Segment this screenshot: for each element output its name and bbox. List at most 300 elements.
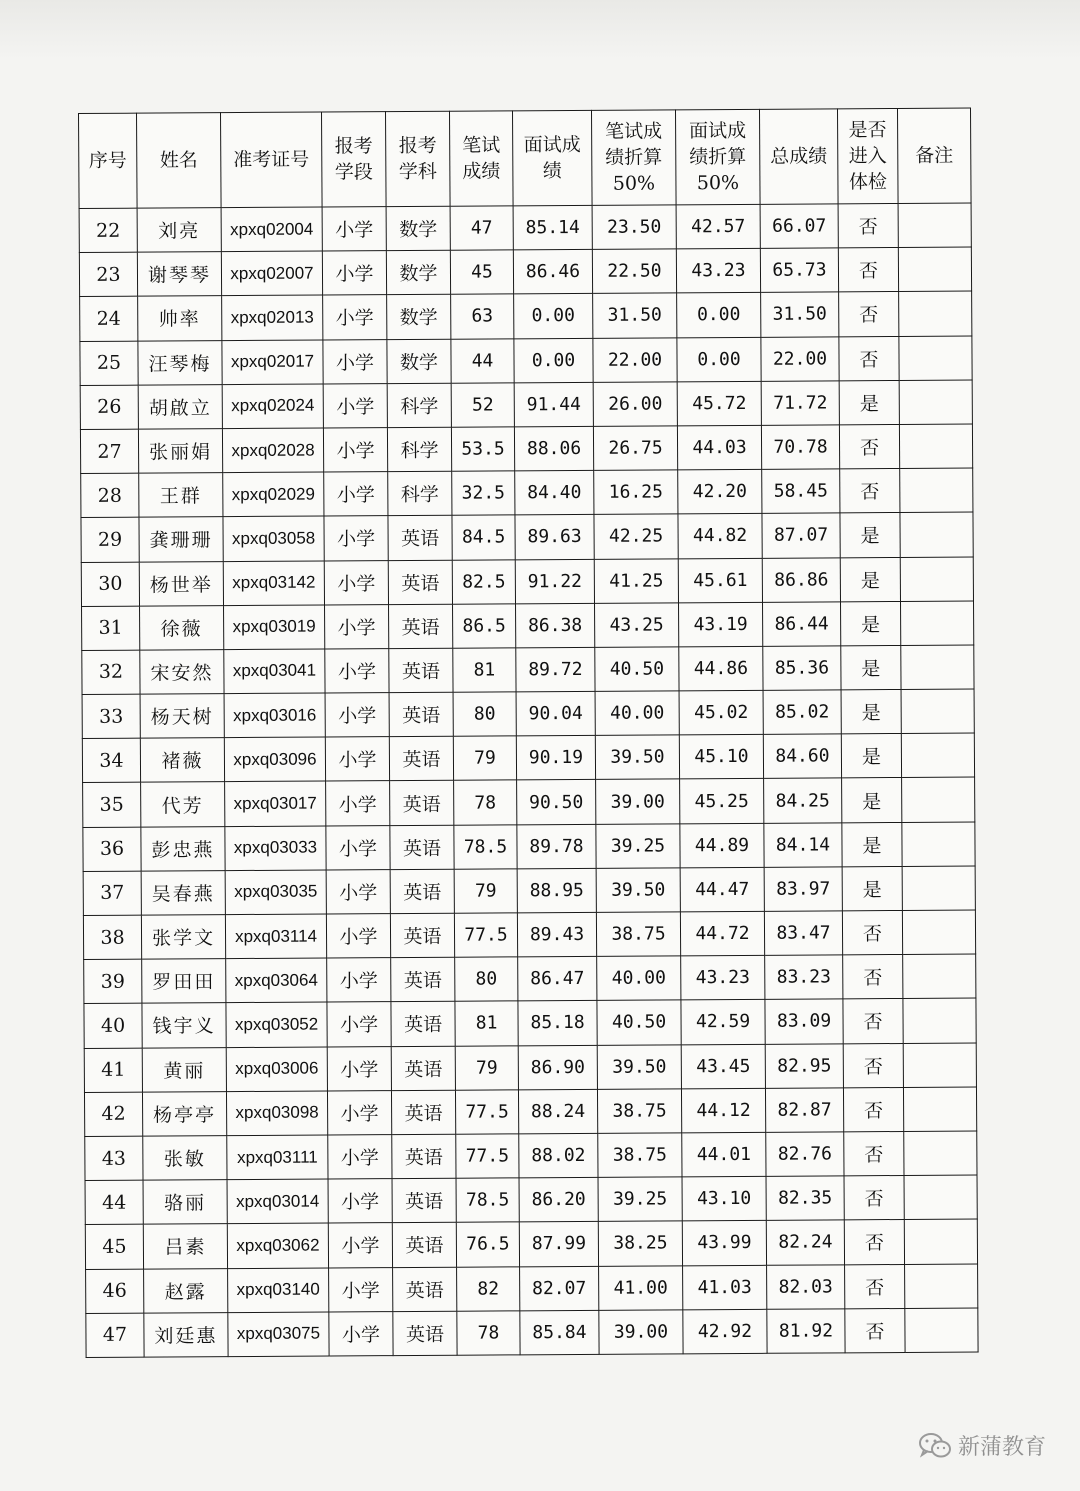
cell-interview: 86.90 — [518, 1045, 597, 1090]
cell-written50: 39.50 — [595, 735, 679, 780]
cell-level: 小学 — [327, 1002, 391, 1047]
cell-interview: 85.18 — [518, 1001, 597, 1046]
cell-written50: 22.50 — [592, 249, 676, 294]
cell-note — [904, 1175, 977, 1220]
cell-note — [903, 1087, 976, 1132]
cell-name: 彭忠燕 — [141, 826, 225, 871]
cell-exam-id: xpxq02017 — [222, 340, 323, 385]
cell-interview50: 43.10 — [682, 1176, 766, 1221]
header-seq — [79, 113, 138, 208]
cell-note — [902, 777, 975, 822]
cell-written50: 40.00 — [597, 956, 681, 1001]
cell-interview50: 44.82 — [678, 514, 762, 559]
cell-written: 32.5 — [452, 471, 515, 516]
cell-exam-id: xpxq03140 — [228, 1267, 329, 1312]
cell-total: 87.07 — [762, 513, 840, 558]
cell-seq: 24 — [80, 297, 138, 342]
cell-interview: 91.22 — [515, 559, 594, 604]
cell-subject: 英语 — [388, 516, 452, 561]
cell-seq: 43 — [85, 1136, 143, 1181]
cell-physical: 否 — [839, 292, 899, 337]
table-row — [82, 601, 974, 651]
cell-written50: 39.00 — [596, 779, 680, 824]
cell-name: 杨天树 — [140, 694, 224, 739]
cell-subject: 英语 — [390, 913, 454, 958]
cell-physical: 否 — [845, 1264, 905, 1309]
cell-name: 宋安然 — [140, 649, 224, 694]
cell-physical: 否 — [838, 248, 898, 293]
cell-interview: 0.00 — [514, 338, 593, 383]
table-row — [80, 380, 972, 430]
cell-exam-id: xpxq02004 — [221, 207, 322, 252]
cell-physical: 是 — [842, 866, 902, 911]
cell-exam-id: xpxq02024 — [222, 384, 323, 429]
cell-written50: 38.75 — [596, 912, 680, 957]
header-note-line: 备注 — [915, 144, 954, 167]
cell-name: 杨亭亭 — [142, 1091, 226, 1136]
cell-physical: 否 — [845, 1308, 905, 1353]
cell-seq: 23 — [79, 252, 137, 297]
cell-physical: 否 — [844, 1220, 904, 1265]
cell-level: 小学 — [326, 914, 390, 959]
header-interview50-line: 50% — [696, 171, 740, 195]
cell-written50: 39.50 — [596, 868, 680, 913]
table-row — [82, 689, 974, 739]
cell-interview50: 43.19 — [679, 602, 763, 647]
header-interview50-line: 面试成 — [689, 119, 747, 143]
cell-written: 76.5 — [456, 1222, 519, 1267]
cell-name: 褚薇 — [140, 738, 224, 783]
cell-seq: 30 — [81, 562, 139, 607]
cell-written: 78 — [454, 780, 517, 825]
cell-level: 小学 — [325, 604, 389, 649]
cell-note — [903, 998, 976, 1043]
cell-written50: 38.75 — [597, 1089, 681, 1134]
header-physical-line: 进入 — [848, 145, 887, 168]
cell-subject: 英语 — [390, 869, 454, 914]
cell-note — [900, 557, 973, 602]
cell-level: 小学 — [329, 1311, 393, 1356]
cell-seq: 32 — [82, 650, 140, 695]
table-row — [82, 645, 974, 695]
cell-total: 85.36 — [763, 646, 841, 691]
cell-interview50: 42.57 — [676, 204, 760, 249]
cell-seq: 28 — [81, 473, 139, 518]
cell-total: 83.47 — [764, 911, 842, 956]
cell-interview: 86.20 — [519, 1177, 598, 1222]
cell-level: 小学 — [323, 383, 387, 428]
cell-subject: 英语 — [390, 781, 454, 826]
cell-written: 77.5 — [454, 913, 517, 958]
header-name — [137, 113, 222, 209]
cell-exam-id: xpxq03052 — [226, 1002, 327, 1047]
header-physical-line: 是否 — [848, 119, 887, 142]
cell-name: 胡啟立 — [138, 384, 222, 429]
cell-total: 22.00 — [761, 336, 839, 381]
cell-exam-id: xpxq03111 — [227, 1135, 328, 1180]
cell-name: 杨世举 — [139, 561, 223, 606]
header-interview50-line: 绩折算 — [689, 145, 747, 169]
cell-written: 79 — [454, 869, 517, 914]
cell-exam-id: xpxq03098 — [226, 1091, 327, 1136]
cell-written: 84.5 — [452, 515, 515, 560]
cell-physical: 否 — [838, 203, 898, 248]
cell-subject: 数学 — [386, 250, 450, 295]
cell-exam-id: xpxq03142 — [223, 561, 324, 606]
wechat-icon — [918, 1432, 952, 1460]
cell-interview: 90.04 — [516, 691, 595, 736]
cell-interview: 88.24 — [518, 1089, 597, 1134]
table-row — [84, 1043, 976, 1093]
cell-note — [900, 601, 973, 646]
cell-level: 小学 — [324, 560, 388, 605]
cell-interview50: 43.99 — [682, 1221, 766, 1266]
header-interview-line: 面试成 — [523, 133, 581, 157]
cell-physical: 是 — [839, 380, 899, 425]
cell-subject: 英语 — [393, 1267, 457, 1312]
cell-written: 80 — [455, 957, 518, 1002]
cell-interview50: 41.03 — [683, 1265, 767, 1310]
cell-physical: 是 — [842, 822, 902, 867]
cell-written50: 26.75 — [593, 426, 677, 471]
cell-interview: 84.40 — [515, 470, 594, 515]
cell-interview: 88.02 — [519, 1133, 598, 1178]
cell-interview50: 45.72 — [677, 381, 761, 426]
header-level-line: 报考 — [334, 135, 373, 158]
table-header-row — [79, 108, 972, 208]
cell-note — [902, 910, 975, 955]
cell-subject: 英语 — [389, 692, 453, 737]
cell-name: 刘亮 — [137, 208, 221, 253]
watermark — [918, 1430, 1046, 1461]
cell-name: 钱宇义 — [142, 1003, 226, 1048]
cell-physical: 是 — [840, 557, 900, 602]
cell-seq: 37 — [83, 871, 141, 916]
header-physical — [837, 108, 898, 203]
cell-total: 85.02 — [763, 690, 841, 735]
cell-interview: 86.38 — [516, 603, 595, 648]
cell-exam-id: xpxq02013 — [222, 295, 323, 340]
cell-level: 小学 — [322, 207, 386, 252]
cell-written: 78.5 — [456, 1178, 519, 1223]
cell-interview: 85.84 — [520, 1310, 599, 1355]
scan-shading — [0, 0, 1080, 60]
cell-level: 小学 — [324, 516, 388, 561]
cell-subject: 英语 — [390, 825, 454, 870]
table-row — [83, 866, 975, 916]
header-subject-line: 报考 — [398, 134, 437, 158]
cell-level: 小学 — [326, 781, 390, 826]
cell-total: 83.97 — [764, 867, 842, 912]
cell-physical: 否 — [844, 1176, 904, 1221]
cell-interview: 88.06 — [514, 426, 593, 471]
cell-seq: 47 — [86, 1313, 144, 1358]
cell-exam-id: xpxq03096 — [224, 737, 325, 782]
cell-interview50: 45.61 — [678, 558, 762, 603]
header-written — [449, 111, 513, 206]
cell-written: 63 — [451, 294, 514, 339]
cell-seq: 38 — [83, 915, 141, 960]
cell-total: 82.03 — [767, 1264, 845, 1309]
cell-written: 52 — [451, 383, 514, 428]
cell-written50: 26.00 — [593, 382, 677, 427]
cell-physical: 否 — [840, 469, 900, 514]
header-name-line: 姓名 — [159, 149, 198, 172]
cell-seq: 40 — [84, 1004, 142, 1049]
cell-written: 77.5 — [455, 1090, 518, 1135]
cell-physical: 否 — [843, 955, 903, 1000]
header-exam_id — [221, 112, 323, 208]
cell-physical: 是 — [841, 734, 901, 779]
cell-interview: 89.72 — [516, 647, 595, 692]
cell-note — [900, 468, 973, 513]
cell-total: 84.14 — [764, 822, 842, 867]
cell-level: 小学 — [329, 1267, 393, 1312]
table-row — [85, 1219, 977, 1269]
cell-subject: 英语 — [391, 1090, 455, 1135]
cell-written50: 42.25 — [594, 514, 678, 559]
cell-name: 刘廷惠 — [144, 1312, 228, 1357]
cell-exam-id: xpxq03019 — [224, 605, 325, 650]
cell-seq: 25 — [80, 341, 138, 386]
watermark-text: 新蒲教育 — [957, 1435, 1046, 1460]
cell-interview: 90.19 — [516, 736, 595, 781]
cell-level: 小学 — [324, 472, 388, 517]
cell-written: 81 — [455, 1001, 518, 1046]
cell-physical: 否 — [843, 1087, 903, 1132]
table-row — [81, 468, 973, 518]
cell-interview50: 44.01 — [682, 1132, 766, 1177]
table-row — [80, 424, 972, 474]
cell-note — [899, 380, 972, 425]
cell-interview: 90.50 — [517, 780, 596, 825]
cell-written: 82 — [457, 1266, 520, 1311]
cell-name: 骆丽 — [143, 1180, 227, 1225]
cell-seq: 41 — [84, 1048, 142, 1093]
cell-total: 82.24 — [766, 1220, 844, 1265]
header-exam_id-line: 准考证号 — [233, 148, 310, 172]
cell-exam-id: xpxq03064 — [226, 958, 327, 1003]
cell-exam-id: xpxq03041 — [224, 649, 325, 694]
cell-written50: 38.25 — [598, 1221, 682, 1266]
cell-written: 86.5 — [453, 604, 516, 649]
table-body — [79, 203, 978, 1357]
cell-name: 赵露 — [144, 1268, 228, 1313]
cell-total: 82.76 — [766, 1132, 844, 1177]
cell-note — [900, 512, 973, 557]
cell-written50: 41.00 — [599, 1265, 683, 1310]
cell-interview50: 42.59 — [681, 1000, 765, 1045]
cell-written50: 41.25 — [594, 558, 678, 603]
cell-note — [899, 291, 972, 336]
table-row — [84, 954, 976, 1004]
cell-exam-id: xpxq03075 — [228, 1312, 329, 1357]
cell-subject: 数学 — [387, 295, 451, 340]
cell-interview50: 44.89 — [680, 823, 764, 868]
cell-seq: 33 — [82, 694, 140, 739]
cell-written50: 31.50 — [593, 293, 677, 338]
cell-note — [899, 424, 972, 469]
table-row — [84, 1087, 976, 1137]
cell-interview50: 44.72 — [680, 911, 764, 956]
cell-level: 小学 — [325, 648, 389, 693]
cell-name: 张敏 — [143, 1136, 227, 1181]
cell-total: 86.86 — [762, 557, 840, 602]
cell-exam-id: xpxq03033 — [225, 826, 326, 871]
cell-total: 70.78 — [761, 425, 839, 470]
cell-interview50: 44.86 — [679, 646, 763, 691]
cell-note — [905, 1264, 978, 1309]
cell-interview50: 0.00 — [677, 337, 761, 382]
cell-seq: 34 — [82, 738, 140, 783]
cell-seq: 27 — [80, 429, 138, 474]
cell-level: 小学 — [328, 1135, 392, 1180]
cell-physical: 是 — [842, 778, 902, 823]
table-row — [83, 910, 975, 960]
cell-subject: 英语 — [391, 1002, 455, 1047]
cell-note — [905, 1308, 978, 1353]
cell-exam-id: xpxq02007 — [221, 251, 322, 296]
cell-name: 徐薇 — [140, 605, 224, 650]
cell-exam-id: xpxq03006 — [226, 1047, 327, 1092]
table-row — [83, 822, 975, 872]
cell-name: 张丽娟 — [138, 429, 222, 474]
table-row — [79, 247, 971, 297]
cell-level: 小学 — [326, 869, 390, 914]
cell-total: 84.60 — [763, 734, 841, 779]
cell-interview: 88.95 — [517, 868, 596, 913]
header-written50-line: 绩折算 — [605, 146, 663, 169]
cell-written: 79 — [455, 1045, 518, 1090]
cell-note — [903, 954, 976, 999]
header-interview-line: 绩 — [542, 160, 562, 183]
cell-subject: 科学 — [387, 383, 451, 428]
cell-exam-id: xpxq03062 — [227, 1223, 328, 1268]
cell-physical: 是 — [841, 690, 901, 735]
cell-physical: 是 — [840, 601, 900, 646]
table-row — [86, 1264, 978, 1314]
cell-exam-id: xpxq03035 — [225, 870, 326, 915]
cell-physical: 否 — [842, 910, 902, 955]
cell-seq: 35 — [83, 783, 141, 828]
cell-written50: 39.25 — [598, 1177, 682, 1222]
cell-note — [901, 689, 974, 734]
cell-written50: 23.50 — [592, 205, 676, 250]
cell-interview: 89.63 — [515, 515, 594, 560]
cell-total: 58.45 — [762, 469, 840, 514]
cell-written: 79 — [453, 736, 516, 781]
cell-written: 44 — [451, 338, 514, 383]
cell-interview: 0.00 — [514, 294, 593, 339]
cell-written50: 39.50 — [597, 1044, 681, 1089]
table-row — [82, 733, 974, 783]
cell-subject: 数学 — [386, 206, 450, 251]
cell-name: 汪琴梅 — [138, 340, 222, 385]
cell-written: 77.5 — [456, 1134, 519, 1179]
header-total-line: 总成绩 — [770, 145, 828, 168]
table-row — [80, 291, 972, 341]
cell-exam-id: xpxq02029 — [223, 472, 324, 517]
cell-interview50: 43.23 — [676, 249, 760, 294]
header-written50-line: 笔试成 — [605, 120, 663, 143]
cell-note — [898, 203, 971, 248]
cell-exam-id: xpxq03017 — [225, 781, 326, 826]
cell-name: 吴春燕 — [141, 870, 225, 915]
score-table — [78, 108, 979, 1358]
cell-interview50: 45.10 — [679, 735, 763, 780]
cell-total: 71.72 — [761, 381, 839, 426]
cell-name: 谢琴琴 — [137, 252, 221, 297]
cell-interview50: 45.25 — [680, 779, 764, 824]
cell-subject: 英语 — [393, 1311, 457, 1356]
cell-interview50: 0.00 — [677, 293, 761, 338]
cell-note — [903, 1043, 976, 1088]
cell-level: 小学 — [325, 693, 389, 738]
cell-name: 帅率 — [138, 296, 222, 341]
cell-subject: 科学 — [388, 471, 452, 516]
cell-note — [904, 1131, 977, 1176]
cell-interview: 87.99 — [519, 1222, 598, 1267]
cell-subject: 英语 — [391, 1046, 455, 1091]
cell-written: 78 — [457, 1311, 520, 1356]
cell-total: 82.87 — [765, 1088, 843, 1133]
cell-subject: 英语 — [392, 1223, 456, 1268]
cell-written: 81 — [453, 648, 516, 693]
header-interview — [512, 110, 592, 205]
cell-name: 吕素 — [143, 1224, 227, 1269]
cell-written50: 40.50 — [597, 1000, 681, 1045]
cell-name: 代芳 — [141, 782, 225, 827]
table-row — [81, 512, 973, 562]
cell-seq: 22 — [79, 208, 137, 253]
cell-note — [902, 822, 975, 867]
cell-physical: 否 — [843, 1043, 903, 1088]
cell-seq: 39 — [84, 959, 142, 1004]
cell-name: 龚珊珊 — [139, 517, 223, 562]
cell-level: 小学 — [326, 825, 390, 870]
cell-written50: 40.00 — [595, 691, 679, 736]
cell-subject: 英语 — [388, 560, 452, 605]
header-physical-line: 体检 — [848, 171, 888, 194]
table-row — [81, 557, 973, 607]
table-row — [80, 336, 972, 386]
cell-subject: 英语 — [392, 1134, 456, 1179]
cell-note — [904, 1219, 977, 1264]
cell-interview: 89.78 — [517, 824, 596, 869]
cell-total: 84.25 — [764, 778, 842, 823]
cell-subject: 英语 — [391, 957, 455, 1002]
header-written-line: 笔试 — [462, 134, 501, 157]
cell-level: 小学 — [327, 1046, 391, 1091]
cell-written50: 22.00 — [593, 337, 677, 382]
cell-interview50: 43.23 — [681, 956, 765, 1001]
header-interview50 — [675, 109, 760, 205]
cell-written50: 38.75 — [598, 1133, 682, 1178]
cell-interview50: 42.92 — [683, 1309, 767, 1354]
cell-exam-id: xpxq03014 — [227, 1179, 328, 1224]
cell-written50: 39.25 — [596, 823, 680, 868]
header-total — [759, 109, 838, 204]
cell-interview50: 44.47 — [680, 867, 764, 912]
table-row — [83, 777, 975, 827]
cell-interview50: 42.20 — [678, 469, 762, 514]
cell-physical: 否 — [839, 336, 899, 381]
cell-total: 66.07 — [760, 204, 838, 249]
cell-physical: 否 — [839, 424, 899, 469]
table-row — [79, 203, 971, 253]
cell-name: 罗田田 — [142, 959, 226, 1004]
cell-physical: 是 — [840, 513, 900, 558]
